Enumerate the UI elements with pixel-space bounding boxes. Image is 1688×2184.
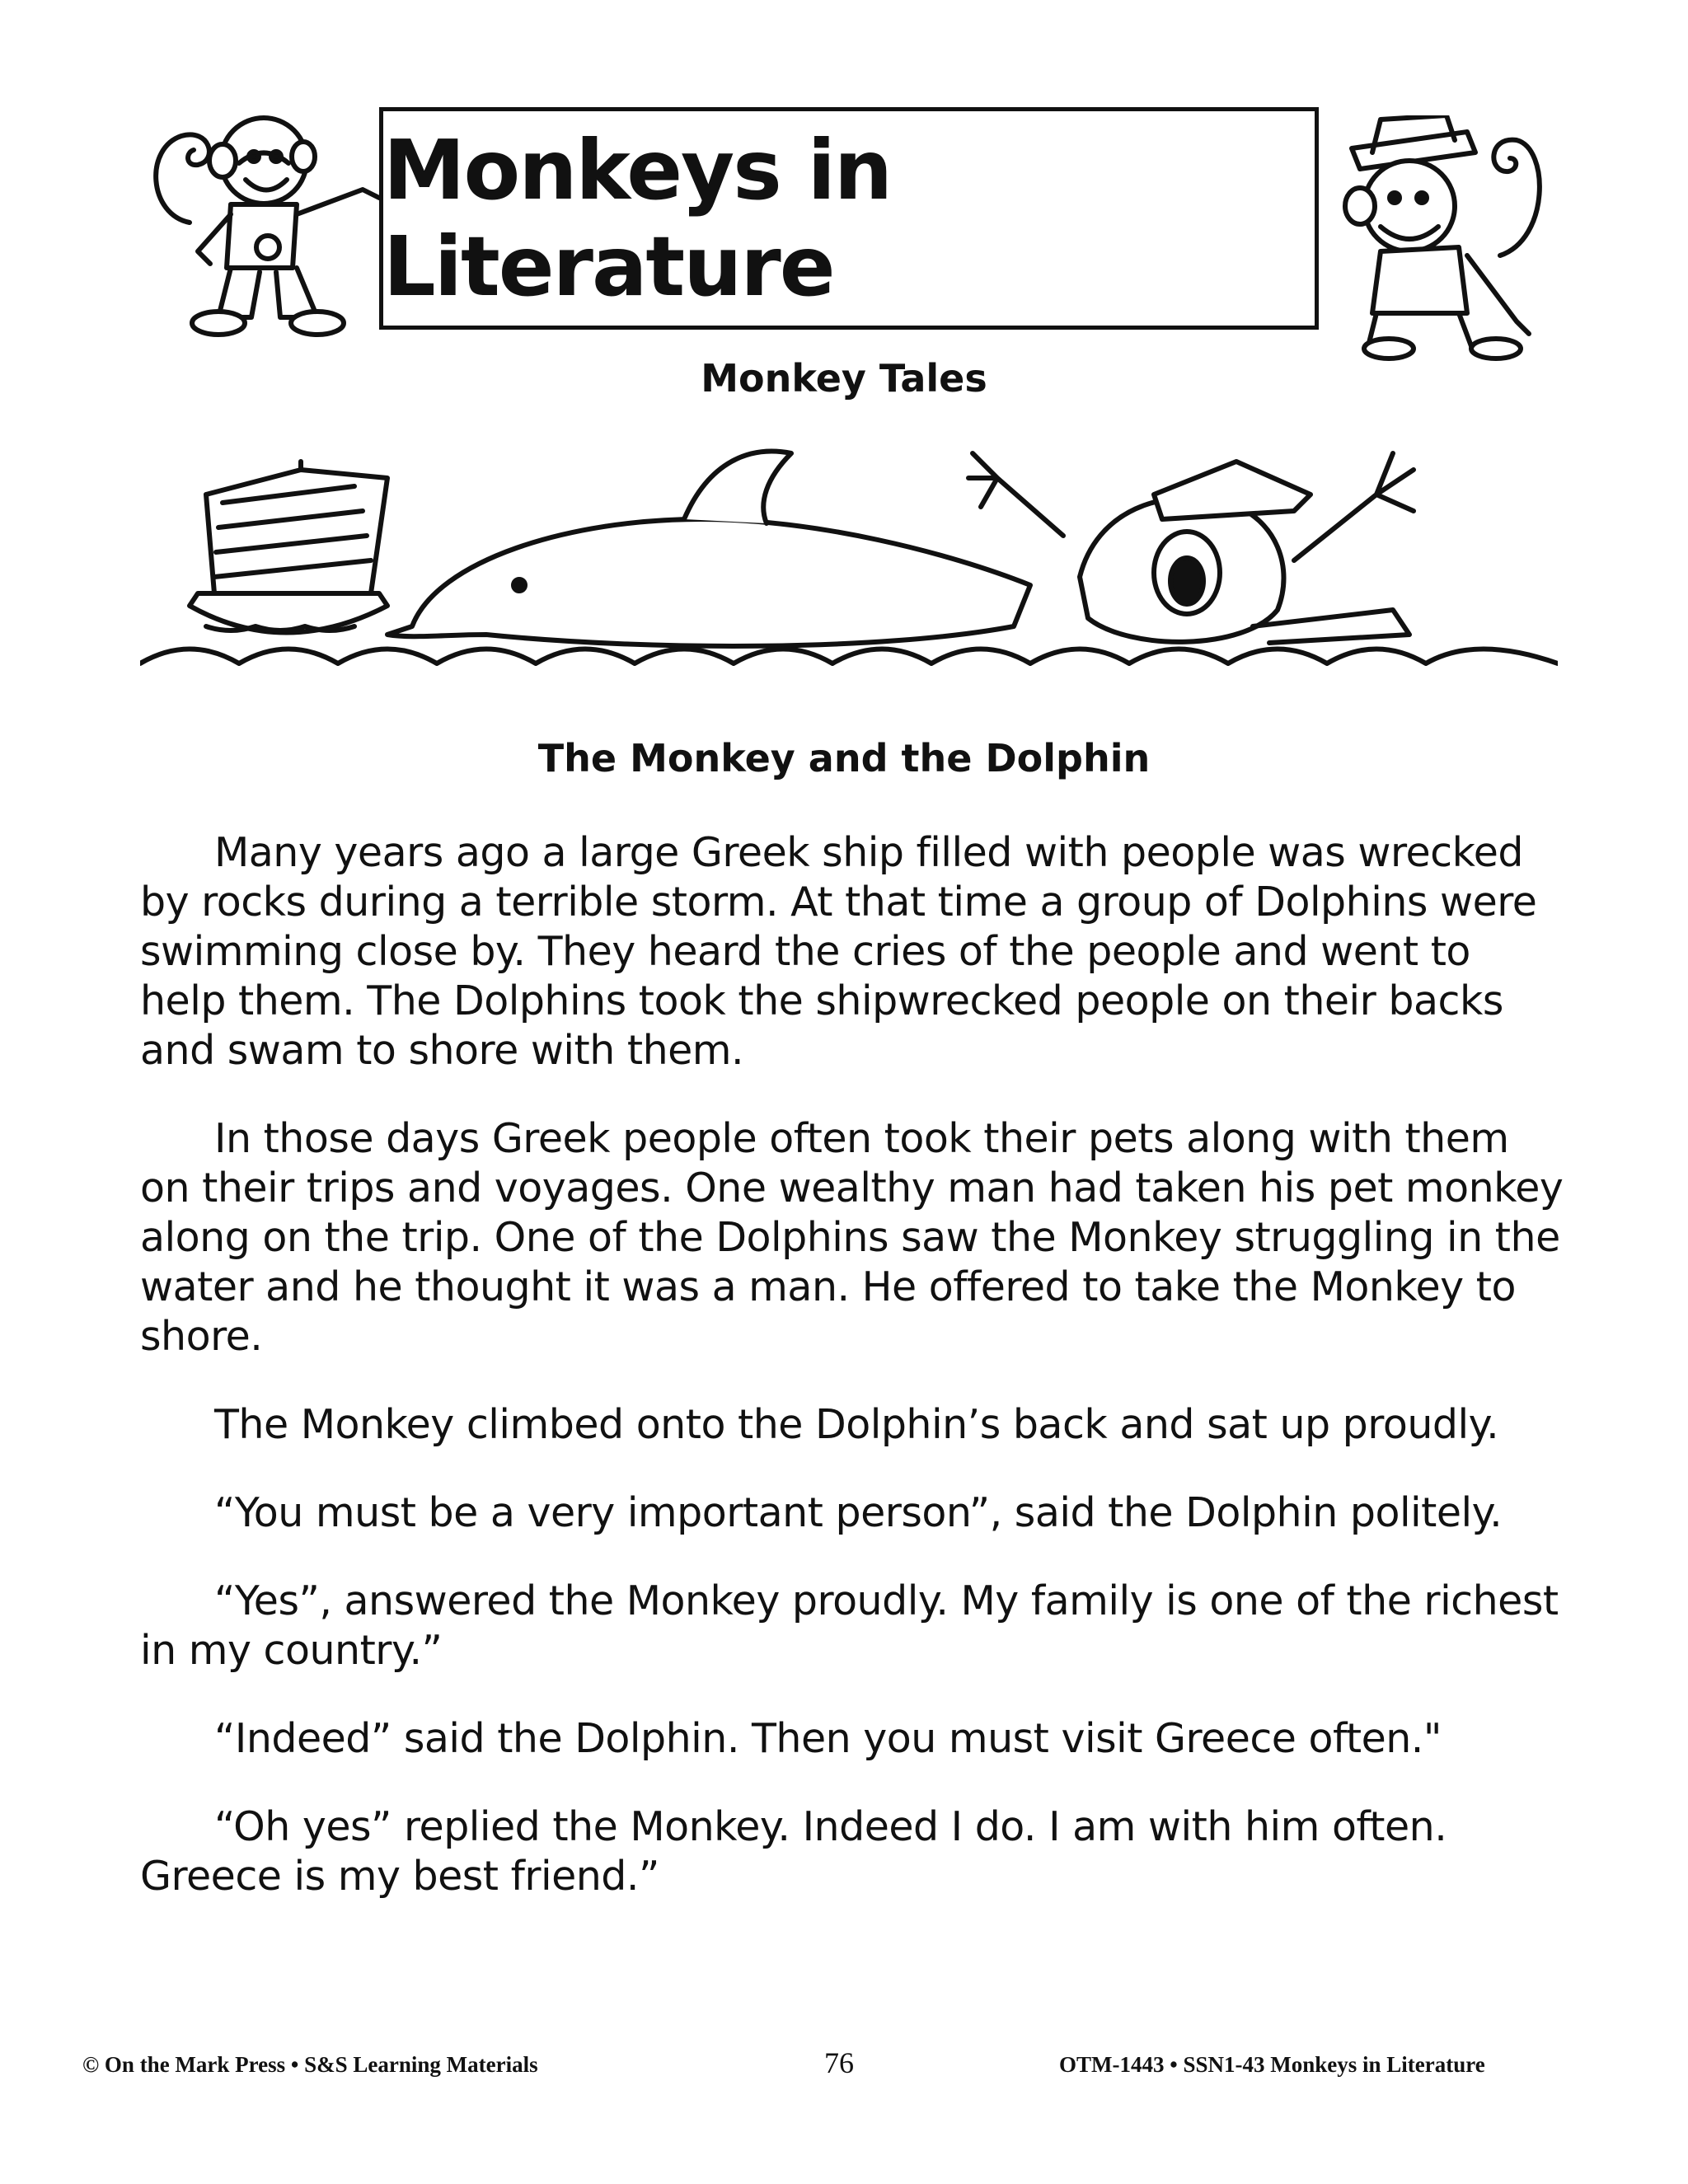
page-footer [0,2046,1688,2087]
story-paragraph: “Indeed” said the Dolphin. Then you must visit Greece often." [214,1715,1442,1762]
monkey-holding-sign-icon [140,99,387,346]
story-paragraph: “You must be a very important person”, said the Dolphin politely. [214,1489,1503,1536]
page-subtitle: Monkey Tales [701,356,987,401]
story-title: The Monkey and the Dolphin [537,736,1151,780]
monkey-with-hat-icon [1302,115,1558,363]
page-title: Monkeys in Literature [383,122,892,315]
story-paragraph: “Oh yes” replied the Monkey. Indeed I do. I am with him often. Greece is my best friend.” [140,1803,1447,1900]
title-box [379,107,1319,330]
story-body [140,828,1566,1940]
footer-copyright: © On the Mark Press • S&S Learning Materials [82,2052,538,2077]
story-paragraph: “Yes”, answered the Monkey proudly. My family is one of the richest in my country.” [140,1577,1559,1674]
footer-product-code: OTM-1443 • SSN1-43 Monkeys in Literature [1059,2052,1485,2077]
title-banner [140,99,1558,346]
story-paragraph: In those days Greek people often took their pets along with them on their trips and voyages. One wealthy man had taken his pet monkey along on the trip. One of the Dolphins saw the Monkey struggling in the water and he thought it was a man. He offered to take the Monkey to shore. [140,1115,1564,1360]
story-paragraph: Many years ago a large Greek ship filled with people was wrecked by rocks during a terrible storm. At that time a group of Dolphins were swimming close by. They heard the cries of the people and went to help them. The Dolphins took the shipwrecked people on their backs and swam to shore with them. [140,829,1537,1074]
story-paragraph: The Monkey climbed onto the Dolphin’s back and sat up proudly. [214,1401,1499,1448]
ship-dolphin-monkey-waves-icon [140,429,1558,676]
page-number: 76 [824,2046,854,2079]
